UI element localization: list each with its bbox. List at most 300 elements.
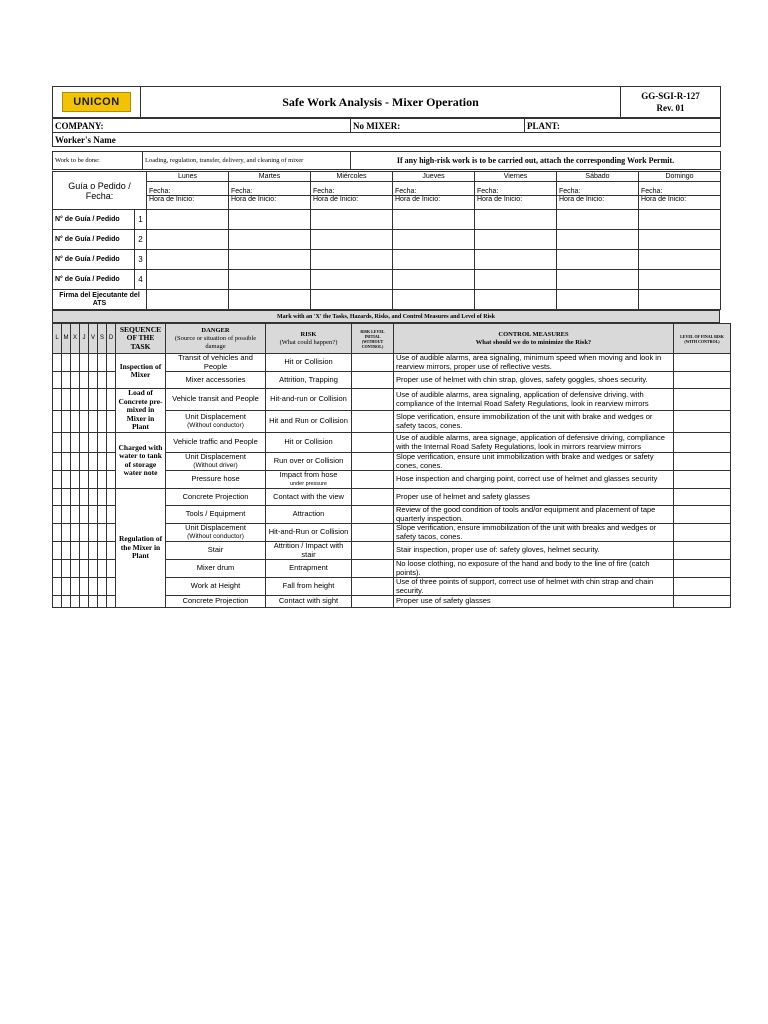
risk-cell bbox=[266, 372, 352, 389]
day-check-cell[interactable] bbox=[53, 471, 62, 489]
permit-note: If any high-risk work is to be carried out, attach the corresponding Work Permit. bbox=[351, 152, 721, 170]
day-check-cell[interactable] bbox=[62, 542, 71, 560]
guide-row-number: 3 bbox=[135, 250, 147, 270]
work-info bbox=[52, 151, 721, 170]
danger-cell bbox=[166, 596, 266, 608]
guide-cell[interactable] bbox=[393, 210, 475, 230]
risk-cell bbox=[266, 389, 352, 411]
risk-text: Contact with sight bbox=[278, 596, 339, 606]
risk-cell bbox=[266, 433, 352, 453]
day-check-cell[interactable] bbox=[71, 411, 80, 433]
day-check-cell[interactable] bbox=[53, 389, 62, 411]
control-measure: Proper use of safety glasses bbox=[394, 596, 674, 608]
mixer-field[interactable]: No MIXER: bbox=[351, 119, 525, 133]
form-header bbox=[52, 86, 721, 118]
guide-row-label: N° de Guía / Pedido bbox=[53, 210, 135, 230]
final-risk-cell[interactable] bbox=[674, 506, 731, 524]
danger-cell bbox=[166, 354, 266, 372]
guide-row-label: N° de Guía / Pedido bbox=[53, 230, 135, 250]
initial-risk-cell[interactable] bbox=[352, 542, 394, 560]
final-risk-cell[interactable] bbox=[674, 453, 731, 471]
day-cell[interactable]: Fecha: Hora de Inicio: bbox=[393, 182, 475, 210]
guide-cell[interactable] bbox=[311, 210, 393, 230]
day-check-cell[interactable] bbox=[62, 354, 71, 372]
risk-text: Run over or Collision bbox=[273, 456, 344, 466]
initial-risk-cell[interactable] bbox=[352, 560, 394, 578]
guide-cell[interactable] bbox=[229, 230, 311, 250]
danger-text: Unit Displacement bbox=[185, 412, 246, 421]
day-check-cell[interactable] bbox=[98, 372, 107, 389]
day-tuesday: Martes bbox=[229, 172, 311, 182]
page-title: Safe Work Analysis - Mixer Operation bbox=[141, 87, 621, 118]
initial-risk-cell[interactable] bbox=[352, 433, 394, 453]
day-check-cell[interactable] bbox=[80, 354, 89, 372]
guide-cell[interactable] bbox=[393, 270, 475, 290]
risk-text: Hit-and-Run or Collision bbox=[268, 527, 349, 537]
hazard-row bbox=[53, 433, 731, 453]
day-check-cell[interactable] bbox=[107, 560, 116, 578]
risk-cell bbox=[266, 560, 352, 578]
guide-cell[interactable] bbox=[639, 270, 721, 290]
danger-cell bbox=[166, 506, 266, 524]
danger-cell bbox=[166, 433, 266, 453]
day-check-cell[interactable] bbox=[53, 596, 62, 608]
signature-cell[interactable] bbox=[311, 290, 393, 310]
risk-cell bbox=[266, 524, 352, 542]
initial-risk-cell[interactable] bbox=[352, 578, 394, 596]
day-check-cell[interactable] bbox=[107, 372, 116, 389]
guide-cell[interactable] bbox=[147, 210, 229, 230]
day-check-cell[interactable] bbox=[98, 524, 107, 542]
day-friday: Viernes bbox=[475, 172, 557, 182]
col-risk: RISK (What could happen?) bbox=[266, 324, 352, 354]
guide-cell[interactable] bbox=[557, 210, 639, 230]
day-check-cell[interactable] bbox=[62, 506, 71, 524]
control-measure: Hose inspection and charging point, correct use of helmet and glasses security bbox=[394, 471, 674, 489]
day-check-cell[interactable] bbox=[98, 354, 107, 372]
guide-cell[interactable] bbox=[229, 210, 311, 230]
day-check-cell[interactable] bbox=[80, 560, 89, 578]
col-day-j: J bbox=[80, 324, 89, 354]
col-control: CONTROL MEASURES What should we do to minimize the Risk? bbox=[394, 324, 674, 354]
day-cell[interactable]: Fecha: Hora de Inicio: bbox=[475, 182, 557, 210]
code-text: GG-SGI-R-127 bbox=[641, 91, 700, 101]
guide-cell[interactable] bbox=[147, 270, 229, 290]
risk-cell bbox=[266, 411, 352, 433]
col-final-risk: LEVEL OF FINAL RISK (WITH CONTROL) bbox=[674, 324, 731, 354]
form-sheet bbox=[52, 86, 724, 608]
signature-cell[interactable] bbox=[393, 290, 475, 310]
day-check-cell[interactable] bbox=[80, 372, 89, 389]
day-cell[interactable]: Fecha: Hora de Inicio: bbox=[147, 182, 229, 210]
day-check-cell[interactable] bbox=[107, 489, 116, 506]
company-field[interactable]: COMPANY: bbox=[53, 119, 351, 133]
guide-cell[interactable] bbox=[311, 270, 393, 290]
final-risk-cell[interactable] bbox=[674, 578, 731, 596]
control-measure: Slope verification, ensure immobilization of the unit with brake and wedges or safety tacos, cones. bbox=[394, 411, 674, 433]
guide-cell[interactable] bbox=[147, 230, 229, 250]
control-measure: Slope verification, ensure immobilization of the unit with breaks and wedges or safety tacos, cones. bbox=[394, 524, 674, 542]
signature-cell[interactable] bbox=[639, 290, 721, 310]
guide-cell[interactable] bbox=[475, 210, 557, 230]
danger-text: Work at Height bbox=[190, 581, 241, 591]
day-check-cell[interactable] bbox=[53, 524, 62, 542]
day-check-cell[interactable] bbox=[80, 453, 89, 471]
day-check-cell[interactable] bbox=[62, 471, 71, 489]
day-cell[interactable]: Fecha: Hora de Inicio: bbox=[311, 182, 393, 210]
danger-subtext: (Without conductor) bbox=[187, 421, 244, 429]
day-check-cell[interactable] bbox=[98, 506, 107, 524]
control-measure: Review of the good condition of tools and/or equipment and placement of tape quarterly inspection. bbox=[394, 506, 674, 524]
risk-subtext: under pressure bbox=[290, 480, 327, 487]
day-check-cell[interactable] bbox=[80, 524, 89, 542]
instruction-bar bbox=[52, 310, 720, 323]
col-day-m: M bbox=[62, 324, 71, 354]
col-day-l: L bbox=[53, 324, 62, 354]
day-check-cell[interactable] bbox=[80, 596, 89, 608]
hazard-row bbox=[53, 354, 731, 372]
day-check-cell[interactable] bbox=[80, 542, 89, 560]
control-measure: Use of audible alarms, area signage, application of defensive driving, compliance with the Internal Road Safety Regulations, look in mirrors rearview mirrors bbox=[394, 433, 674, 453]
signature-cell[interactable] bbox=[229, 290, 311, 310]
day-check-cell[interactable] bbox=[71, 578, 80, 596]
initial-risk-cell[interactable] bbox=[352, 354, 394, 372]
initial-risk-cell[interactable] bbox=[352, 489, 394, 506]
control-measure: Use of three points of support, correct use of helmet with chin strap and chain security. bbox=[394, 578, 674, 596]
initial-risk-cell[interactable] bbox=[352, 389, 394, 411]
risk-cell bbox=[266, 489, 352, 506]
day-thursday: Jueves bbox=[393, 172, 475, 182]
day-check-cell[interactable] bbox=[107, 506, 116, 524]
instruction-text: Mark with an 'X' the Tasks, Hazards, Risks, and Control Measures and Level of Risk bbox=[53, 311, 720, 323]
hazard-row bbox=[53, 489, 731, 506]
control-measure: Use of audible alarms, area signaling, minimum speed when moving and look in rearview mirrors, proper use of reflective vests. bbox=[394, 354, 674, 372]
guide-cell[interactable] bbox=[557, 230, 639, 250]
final-risk-cell[interactable] bbox=[674, 542, 731, 560]
day-check-cell[interactable] bbox=[107, 354, 116, 372]
control-measure: Slope verification, ensure unit immobilization with brake and wedges or safety cones, cones. bbox=[394, 453, 674, 471]
analysis-body bbox=[53, 354, 731, 608]
control-measure: Use of audible alarms, area signaling, application of defensive driving. with compliance of the Internal Road Safety Regulations, look in rearview mirrors bbox=[394, 389, 674, 411]
danger-text: Mixer drum bbox=[196, 563, 235, 573]
day-check-cell[interactable] bbox=[53, 578, 62, 596]
day-check-cell[interactable] bbox=[89, 506, 98, 524]
initial-risk-cell[interactable] bbox=[352, 411, 394, 433]
company-logo: UNICON bbox=[62, 92, 130, 112]
logo-cell bbox=[53, 87, 141, 118]
day-check-cell[interactable] bbox=[98, 411, 107, 433]
risk-cell bbox=[266, 578, 352, 596]
danger-cell bbox=[166, 524, 266, 542]
danger-cell bbox=[166, 372, 266, 389]
guide-row-label: N° de Guía / Pedido bbox=[53, 250, 135, 270]
day-check-cell[interactable] bbox=[53, 560, 62, 578]
day-cell[interactable]: Fecha: Hora de Inicio: bbox=[639, 182, 721, 210]
day-check-cell[interactable] bbox=[80, 389, 89, 411]
day-check-cell[interactable] bbox=[80, 411, 89, 433]
day-monday: Lunes bbox=[147, 172, 229, 182]
col-day-d: D bbox=[107, 324, 116, 354]
day-check-cell[interactable] bbox=[71, 354, 80, 372]
final-risk-cell[interactable] bbox=[674, 596, 731, 608]
day-check-cell[interactable] bbox=[71, 524, 80, 542]
risk-cell bbox=[266, 506, 352, 524]
day-check-cell[interactable] bbox=[62, 453, 71, 471]
guide-cell[interactable] bbox=[229, 270, 311, 290]
initial-risk-cell[interactable] bbox=[352, 506, 394, 524]
danger-text: Concrete Projection bbox=[182, 596, 249, 606]
guide-cell[interactable] bbox=[475, 250, 557, 270]
hazard-row bbox=[53, 389, 731, 411]
day-check-cell[interactable] bbox=[107, 596, 116, 608]
day-check-cell[interactable] bbox=[71, 542, 80, 560]
day-check-cell[interactable] bbox=[98, 596, 107, 608]
day-check-cell[interactable] bbox=[53, 411, 62, 433]
day-check-cell[interactable] bbox=[62, 578, 71, 596]
guide-cell[interactable] bbox=[557, 250, 639, 270]
day-check-cell[interactable] bbox=[89, 560, 98, 578]
guide-cell[interactable] bbox=[393, 230, 475, 250]
risk-text: Hit or Collision bbox=[284, 437, 333, 447]
danger-text: Concrete Projection bbox=[182, 491, 249, 501]
column-header-row bbox=[53, 324, 731, 354]
initial-risk-cell[interactable] bbox=[352, 453, 394, 471]
day-check-cell[interactable] bbox=[107, 524, 116, 542]
danger-text: Mixer accessories bbox=[185, 374, 246, 384]
day-check-cell[interactable] bbox=[62, 560, 71, 578]
day-check-cell[interactable] bbox=[107, 453, 116, 471]
final-risk-cell[interactable] bbox=[674, 372, 731, 389]
day-check-cell[interactable] bbox=[80, 433, 89, 453]
control-measure: Proper use of helmet and safety glasses bbox=[394, 489, 674, 506]
day-check-cell[interactable] bbox=[89, 354, 98, 372]
day-check-cell[interactable] bbox=[71, 596, 80, 608]
work-label: Work to be done: bbox=[53, 152, 143, 170]
guide-cell[interactable] bbox=[393, 250, 475, 270]
day-cell[interactable]: Fecha: Hora de Inicio: bbox=[229, 182, 311, 210]
day-check-cell[interactable] bbox=[98, 578, 107, 596]
final-risk-cell[interactable] bbox=[674, 489, 731, 506]
day-check-cell[interactable] bbox=[53, 433, 62, 453]
risk-text: Entrapment bbox=[289, 563, 328, 573]
revision-text: Rev. 01 bbox=[656, 103, 685, 113]
risk-text: Attrition, Trapping bbox=[279, 374, 338, 384]
risk-text: Hit and Run or Collision bbox=[269, 416, 348, 426]
guide-cell[interactable] bbox=[147, 250, 229, 270]
final-risk-cell[interactable] bbox=[674, 560, 731, 578]
signature-cell[interactable] bbox=[557, 290, 639, 310]
day-check-cell[interactable] bbox=[89, 489, 98, 506]
day-check-cell[interactable] bbox=[53, 542, 62, 560]
day-check-cell[interactable] bbox=[71, 471, 80, 489]
day-check-cell[interactable] bbox=[107, 433, 116, 453]
risk-text: Hit-and-run or Collision bbox=[270, 394, 347, 404]
guide-cell[interactable] bbox=[639, 250, 721, 270]
day-check-cell[interactable] bbox=[107, 411, 116, 433]
day-check-cell[interactable] bbox=[80, 489, 89, 506]
company-info bbox=[52, 118, 721, 147]
danger-cell bbox=[166, 389, 266, 411]
day-check-cell[interactable] bbox=[62, 389, 71, 411]
day-check-cell[interactable] bbox=[62, 489, 71, 506]
signature-label: Firma del Ejecutante del ATS bbox=[53, 290, 147, 310]
day-check-cell[interactable] bbox=[71, 489, 80, 506]
col-danger: DANGER (Source or situation of possible damage bbox=[166, 324, 266, 354]
guide-cell[interactable] bbox=[475, 270, 557, 290]
col-day-s: S bbox=[98, 324, 107, 354]
day-check-cell[interactable] bbox=[89, 372, 98, 389]
day-check-cell[interactable] bbox=[89, 411, 98, 433]
risk-cell bbox=[266, 354, 352, 372]
guide-cell[interactable] bbox=[475, 230, 557, 250]
day-check-cell[interactable] bbox=[53, 453, 62, 471]
day-check-cell[interactable] bbox=[89, 596, 98, 608]
day-check-cell[interactable] bbox=[98, 471, 107, 489]
task-sequence: Charged with water to tank of storage water note bbox=[116, 433, 166, 489]
day-check-cell[interactable] bbox=[71, 560, 80, 578]
task-sequence: Regulation of the Mixer in Plant bbox=[116, 489, 166, 608]
danger-text: Tools / Equipment bbox=[185, 509, 246, 519]
initial-risk-cell[interactable] bbox=[352, 524, 394, 542]
danger-text: Vehicle traffic and People bbox=[173, 437, 258, 447]
initial-risk-cell[interactable] bbox=[352, 596, 394, 608]
guide-cell[interactable] bbox=[557, 270, 639, 290]
risk-cell bbox=[266, 453, 352, 471]
day-check-cell[interactable] bbox=[89, 433, 98, 453]
danger-text: Vehicle transit and People bbox=[172, 394, 259, 404]
day-check-cell[interactable] bbox=[89, 578, 98, 596]
final-risk-cell[interactable] bbox=[674, 411, 731, 433]
risk-cell bbox=[266, 471, 352, 489]
final-risk-cell[interactable] bbox=[674, 389, 731, 411]
day-check-cell[interactable] bbox=[107, 389, 116, 411]
danger-subtext: (Without conductor) bbox=[187, 532, 244, 540]
day-check-cell[interactable] bbox=[98, 489, 107, 506]
day-check-cell[interactable] bbox=[71, 372, 80, 389]
day-check-cell[interactable] bbox=[89, 389, 98, 411]
day-check-cell[interactable] bbox=[62, 433, 71, 453]
day-check-cell[interactable] bbox=[98, 433, 107, 453]
task-sequence: Inspection of Mixer bbox=[116, 354, 166, 389]
risk-text: Contact with the view bbox=[273, 491, 344, 501]
day-check-cell[interactable] bbox=[71, 433, 80, 453]
day-cell[interactable]: Fecha: Hora de Inicio: bbox=[557, 182, 639, 210]
day-check-cell[interactable] bbox=[89, 542, 98, 560]
guide-cell[interactable] bbox=[639, 230, 721, 250]
worker-name-field[interactable]: Worker's Name bbox=[53, 133, 721, 147]
day-check-cell[interactable] bbox=[98, 453, 107, 471]
col-day-v: V bbox=[89, 324, 98, 354]
schedule-table bbox=[52, 171, 721, 310]
day-check-cell[interactable] bbox=[71, 453, 80, 471]
risk-cell bbox=[266, 596, 352, 608]
day-check-cell[interactable] bbox=[80, 578, 89, 596]
signature-cell[interactable] bbox=[147, 290, 229, 310]
day-check-cell[interactable] bbox=[62, 411, 71, 433]
day-check-cell[interactable] bbox=[53, 489, 62, 506]
day-check-cell[interactable] bbox=[107, 542, 116, 560]
final-risk-cell[interactable] bbox=[674, 471, 731, 489]
analysis-table bbox=[52, 323, 731, 608]
control-measure: Stair inspection, proper use of: safety gloves, helmet security. bbox=[394, 542, 674, 560]
day-check-cell[interactable] bbox=[89, 524, 98, 542]
day-check-cell[interactable] bbox=[107, 471, 116, 489]
guide-row-label: N° de Guía / Pedido bbox=[53, 270, 135, 290]
day-check-cell[interactable] bbox=[53, 506, 62, 524]
initial-risk-cell[interactable] bbox=[352, 471, 394, 489]
day-wednesday: Miércoles bbox=[311, 172, 393, 182]
control-measure: No loose clothing, no exposure of the hand and body to the line of fire (catch points). bbox=[394, 560, 674, 578]
danger-cell bbox=[166, 578, 266, 596]
danger-cell bbox=[166, 411, 266, 433]
day-check-cell[interactable] bbox=[62, 524, 71, 542]
day-check-cell[interactable] bbox=[89, 471, 98, 489]
danger-text: Unit Displacement bbox=[185, 452, 246, 461]
danger-cell bbox=[166, 542, 266, 560]
guide-cell[interactable] bbox=[229, 250, 311, 270]
guide-row-number: 4 bbox=[135, 270, 147, 290]
day-check-cell[interactable] bbox=[80, 471, 89, 489]
work-value[interactable]: Loading, regulation, transfer, delivery, and cleaning of mixer bbox=[143, 152, 351, 170]
day-check-cell[interactable] bbox=[71, 389, 80, 411]
day-sunday: Domingo bbox=[639, 172, 721, 182]
risk-text: Hit or Collision bbox=[284, 357, 333, 367]
day-check-cell[interactable] bbox=[62, 372, 71, 389]
danger-text: Pressure hose bbox=[191, 474, 240, 484]
danger-cell bbox=[166, 489, 266, 506]
guide-row-number: 1 bbox=[135, 210, 147, 230]
danger-subtext: (Without driver) bbox=[193, 461, 238, 469]
risk-text: Impact from hose bbox=[279, 470, 338, 479]
task-sequence: Load of Concrete pre-mixed in Mixer in Plant bbox=[116, 389, 166, 433]
day-check-cell[interactable] bbox=[98, 542, 107, 560]
day-check-cell[interactable] bbox=[98, 560, 107, 578]
risk-text: Fall from height bbox=[282, 581, 335, 591]
danger-text: Unit Displacement bbox=[185, 523, 246, 532]
day-check-cell[interactable] bbox=[80, 506, 89, 524]
day-saturday: Sábado bbox=[557, 172, 639, 182]
day-check-cell[interactable] bbox=[71, 506, 80, 524]
day-check-cell[interactable] bbox=[107, 578, 116, 596]
danger-cell bbox=[166, 471, 266, 489]
guide-label: Guía o Pedido / Fecha: bbox=[53, 172, 147, 210]
risk-text: Attrition / Impact with stair bbox=[273, 541, 344, 559]
initial-risk-cell[interactable] bbox=[352, 372, 394, 389]
guide-cell[interactable] bbox=[639, 210, 721, 230]
col-day-x: X bbox=[71, 324, 80, 354]
day-check-cell[interactable] bbox=[98, 389, 107, 411]
guide-cell[interactable] bbox=[311, 230, 393, 250]
danger-cell bbox=[166, 560, 266, 578]
col-sequence: SEQUENCE OF THE TASK bbox=[116, 324, 166, 354]
day-check-cell[interactable] bbox=[89, 453, 98, 471]
day-check-cell[interactable] bbox=[62, 596, 71, 608]
control-measure: Proper use of helmet with chin strap, gloves, safety goggles, shoes security. bbox=[394, 372, 674, 389]
plant-field[interactable]: PLANT: bbox=[525, 119, 721, 133]
guide-row-number: 2 bbox=[135, 230, 147, 250]
col-initial-risk: RISK LEVEL INITIAL (WITHOUT CONTROL) bbox=[352, 324, 394, 354]
signature-cell[interactable] bbox=[475, 290, 557, 310]
final-risk-cell[interactable] bbox=[674, 433, 731, 453]
guide-cell[interactable] bbox=[311, 250, 393, 270]
danger-text: Transit of vehicles and People bbox=[178, 353, 253, 371]
day-check-cell[interactable] bbox=[53, 372, 62, 389]
final-risk-cell[interactable] bbox=[674, 354, 731, 372]
final-risk-cell[interactable] bbox=[674, 524, 731, 542]
day-check-cell[interactable] bbox=[53, 354, 62, 372]
risk-cell bbox=[266, 542, 352, 560]
danger-cell bbox=[166, 453, 266, 471]
